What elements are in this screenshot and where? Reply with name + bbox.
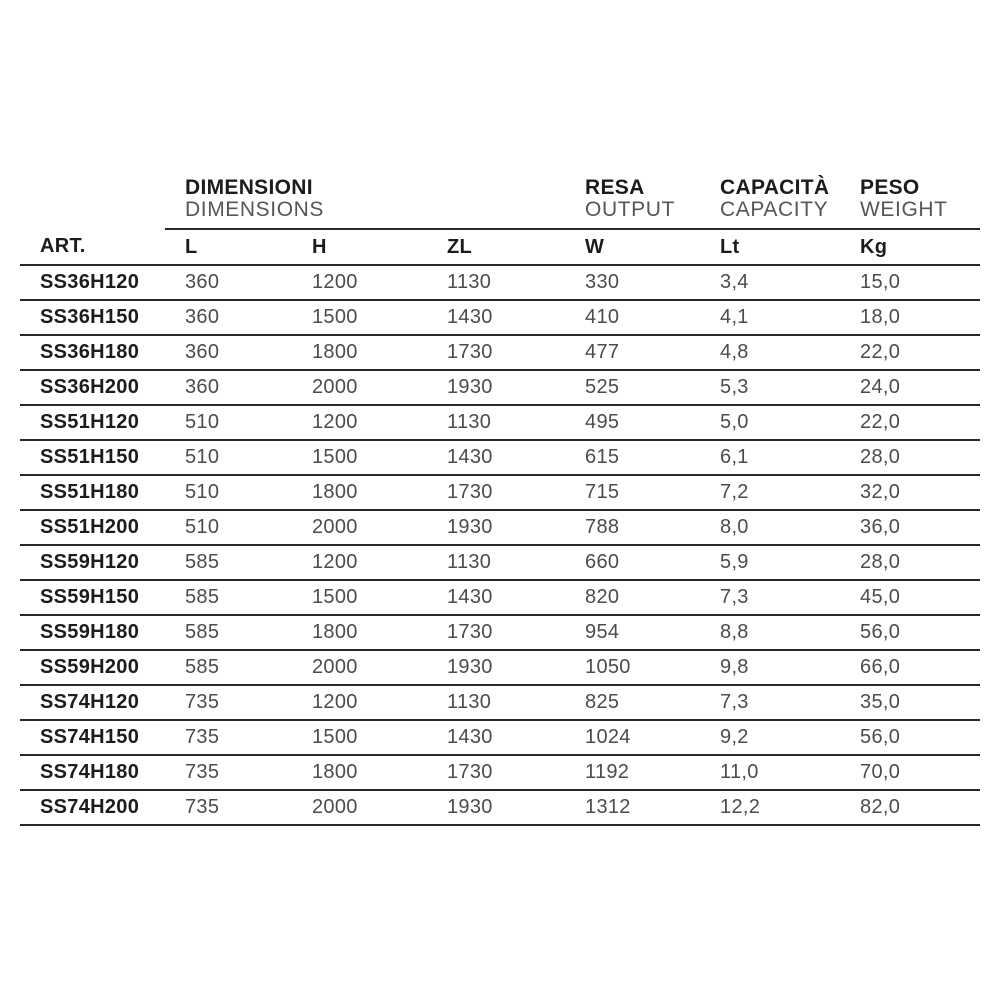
- length-cell: 585: [165, 580, 292, 615]
- column-header-h: H: [292, 229, 427, 265]
- length-cell: 735: [165, 720, 292, 755]
- column-header-l: L: [165, 229, 292, 265]
- capacity-cell: 12,2: [700, 790, 840, 825]
- height-cell: 1500: [292, 440, 427, 475]
- output-cell: 1192: [565, 755, 700, 790]
- weight-cell: 28,0: [840, 545, 980, 580]
- art-code-cell: SS59H200: [20, 650, 165, 685]
- weight-cell: 18,0: [840, 300, 980, 335]
- spec-table: [20, 176, 980, 826]
- art-code-cell: SS59H150: [20, 580, 165, 615]
- capacity-cell: 3,4: [700, 265, 840, 300]
- capacity-cell: 7,3: [700, 580, 840, 615]
- zl-cell: 1430: [427, 440, 565, 475]
- zl-cell: 1930: [427, 370, 565, 405]
- weight-cell: 24,0: [840, 370, 980, 405]
- column-header-row: [20, 229, 980, 265]
- group-header-output: [565, 176, 700, 229]
- weight-cell: 36,0: [840, 510, 980, 545]
- capacity-cell: 4,1: [700, 300, 840, 335]
- art-code-cell: SS36H200: [20, 370, 165, 405]
- weight-cell: 82,0: [840, 790, 980, 825]
- length-cell: 585: [165, 650, 292, 685]
- weight-cell: 32,0: [840, 475, 980, 510]
- length-cell: 360: [165, 300, 292, 335]
- weight-cell: 35,0: [840, 685, 980, 720]
- zl-cell: 1430: [427, 720, 565, 755]
- column-header-kg: Kg: [840, 229, 980, 265]
- weight-cell: 22,0: [840, 335, 980, 370]
- group-label-dimensions-it: DIMENSIONI: [185, 176, 313, 199]
- length-cell: 360: [165, 370, 292, 405]
- art-code-cell: SS51H150: [20, 440, 165, 475]
- table-row: [20, 545, 980, 580]
- capacity-cell: 7,2: [700, 475, 840, 510]
- table-row: [20, 405, 980, 440]
- art-code-cell: SS74H180: [20, 755, 165, 790]
- column-header-zl: ZL: [427, 229, 565, 265]
- weight-cell: 45,0: [840, 580, 980, 615]
- height-cell: 1200: [292, 265, 427, 300]
- group-label-dimensions-en: DIMENSIONS: [185, 198, 325, 221]
- art-code-cell: SS59H180: [20, 615, 165, 650]
- zl-cell: 1130: [427, 265, 565, 300]
- zl-cell: 1930: [427, 650, 565, 685]
- group-label-weight-en: WEIGHT: [860, 198, 948, 221]
- output-cell: 477: [565, 335, 700, 370]
- zl-cell: 1430: [427, 300, 565, 335]
- weight-cell: 56,0: [840, 615, 980, 650]
- table-row: [20, 440, 980, 475]
- height-cell: 1500: [292, 300, 427, 335]
- capacity-cell: 6,1: [700, 440, 840, 475]
- column-header-w: W: [565, 229, 700, 265]
- group-header-weight: [840, 176, 980, 229]
- table-row: [20, 370, 980, 405]
- zl-cell: 1730: [427, 615, 565, 650]
- zl-cell: 1730: [427, 335, 565, 370]
- group-label-output-it: RESA: [585, 176, 645, 199]
- length-cell: 735: [165, 755, 292, 790]
- art-code-cell: SS51H200: [20, 510, 165, 545]
- length-cell: 360: [165, 335, 292, 370]
- capacity-cell: 5,9: [700, 545, 840, 580]
- output-cell: 820: [565, 580, 700, 615]
- zl-cell: 1930: [427, 510, 565, 545]
- length-cell: 735: [165, 685, 292, 720]
- group-label-weight-it: PESO: [860, 176, 920, 199]
- length-cell: 510: [165, 440, 292, 475]
- output-cell: 495: [565, 405, 700, 440]
- height-cell: 1800: [292, 475, 427, 510]
- height-cell: 2000: [292, 510, 427, 545]
- table-row: [20, 265, 980, 300]
- table-row: [20, 300, 980, 335]
- table-row: [20, 335, 980, 370]
- capacity-cell: 5,0: [700, 405, 840, 440]
- zl-cell: 1730: [427, 755, 565, 790]
- output-cell: 1024: [565, 720, 700, 755]
- zl-cell: 1730: [427, 475, 565, 510]
- capacity-cell: 9,2: [700, 720, 840, 755]
- length-cell: 510: [165, 475, 292, 510]
- output-cell: 330: [565, 265, 700, 300]
- art-code-cell: SS74H150: [20, 720, 165, 755]
- table-row: [20, 685, 980, 720]
- length-cell: 585: [165, 545, 292, 580]
- output-cell: 788: [565, 510, 700, 545]
- table-row: [20, 790, 980, 825]
- art-code-cell: SS51H120: [20, 405, 165, 440]
- weight-cell: 56,0: [840, 720, 980, 755]
- zl-cell: 1130: [427, 685, 565, 720]
- zl-cell: 1930: [427, 790, 565, 825]
- height-cell: 1800: [292, 755, 427, 790]
- capacity-cell: 8,0: [700, 510, 840, 545]
- weight-cell: 22,0: [840, 405, 980, 440]
- output-cell: 825: [565, 685, 700, 720]
- group-label-capacity-it: CAPACITÀ: [720, 176, 830, 199]
- capacity-cell: 4,8: [700, 335, 840, 370]
- height-cell: 1800: [292, 335, 427, 370]
- group-header-dimensions: [165, 176, 565, 229]
- column-header-lt: Lt: [700, 229, 840, 265]
- capacity-cell: 5,3: [700, 370, 840, 405]
- output-cell: 1312: [565, 790, 700, 825]
- height-cell: 1500: [292, 580, 427, 615]
- output-cell: 954: [565, 615, 700, 650]
- table-row: [20, 580, 980, 615]
- output-cell: 615: [565, 440, 700, 475]
- art-code-cell: SS51H180: [20, 475, 165, 510]
- capacity-cell: 11,0: [700, 755, 840, 790]
- art-code-cell: SS36H120: [20, 265, 165, 300]
- height-cell: 1200: [292, 685, 427, 720]
- weight-cell: 70,0: [840, 755, 980, 790]
- length-cell: 360: [165, 265, 292, 300]
- capacity-cell: 9,8: [700, 650, 840, 685]
- table-row: [20, 510, 980, 545]
- group-label-capacity-en: CAPACITY: [720, 198, 829, 221]
- art-code-cell: SS74H200: [20, 790, 165, 825]
- zl-cell: 1130: [427, 405, 565, 440]
- art-code-cell: SS59H120: [20, 545, 165, 580]
- column-header-art: ART.: [20, 229, 165, 265]
- weight-cell: 15,0: [840, 265, 980, 300]
- output-cell: 525: [565, 370, 700, 405]
- group-label-output-en: OUTPUT: [585, 198, 675, 221]
- length-cell: 510: [165, 405, 292, 440]
- table-row: [20, 720, 980, 755]
- capacity-cell: 8,8: [700, 615, 840, 650]
- height-cell: 2000: [292, 790, 427, 825]
- group-header-row: [20, 176, 980, 229]
- table-row: [20, 615, 980, 650]
- art-code-cell: SS36H150: [20, 300, 165, 335]
- zl-cell: 1430: [427, 580, 565, 615]
- table-row: [20, 475, 980, 510]
- art-code-cell: SS36H180: [20, 335, 165, 370]
- art-code-cell: SS74H120: [20, 685, 165, 720]
- weight-cell: 28,0: [840, 440, 980, 475]
- spec-table-body: [20, 265, 980, 825]
- length-cell: 510: [165, 510, 292, 545]
- group-header-capacity: [700, 176, 840, 229]
- group-header-empty: [20, 176, 165, 229]
- height-cell: 1200: [292, 545, 427, 580]
- zl-cell: 1130: [427, 545, 565, 580]
- output-cell: 660: [565, 545, 700, 580]
- capacity-cell: 7,3: [700, 685, 840, 720]
- table-row: [20, 650, 980, 685]
- height-cell: 2000: [292, 370, 427, 405]
- height-cell: 1200: [292, 405, 427, 440]
- height-cell: 1800: [292, 615, 427, 650]
- output-cell: 1050: [565, 650, 700, 685]
- height-cell: 1500: [292, 720, 427, 755]
- output-cell: 410: [565, 300, 700, 335]
- length-cell: 735: [165, 790, 292, 825]
- weight-cell: 66,0: [840, 650, 980, 685]
- spec-table-container: [20, 176, 980, 826]
- height-cell: 2000: [292, 650, 427, 685]
- table-row: [20, 755, 980, 790]
- length-cell: 585: [165, 615, 292, 650]
- output-cell: 715: [565, 475, 700, 510]
